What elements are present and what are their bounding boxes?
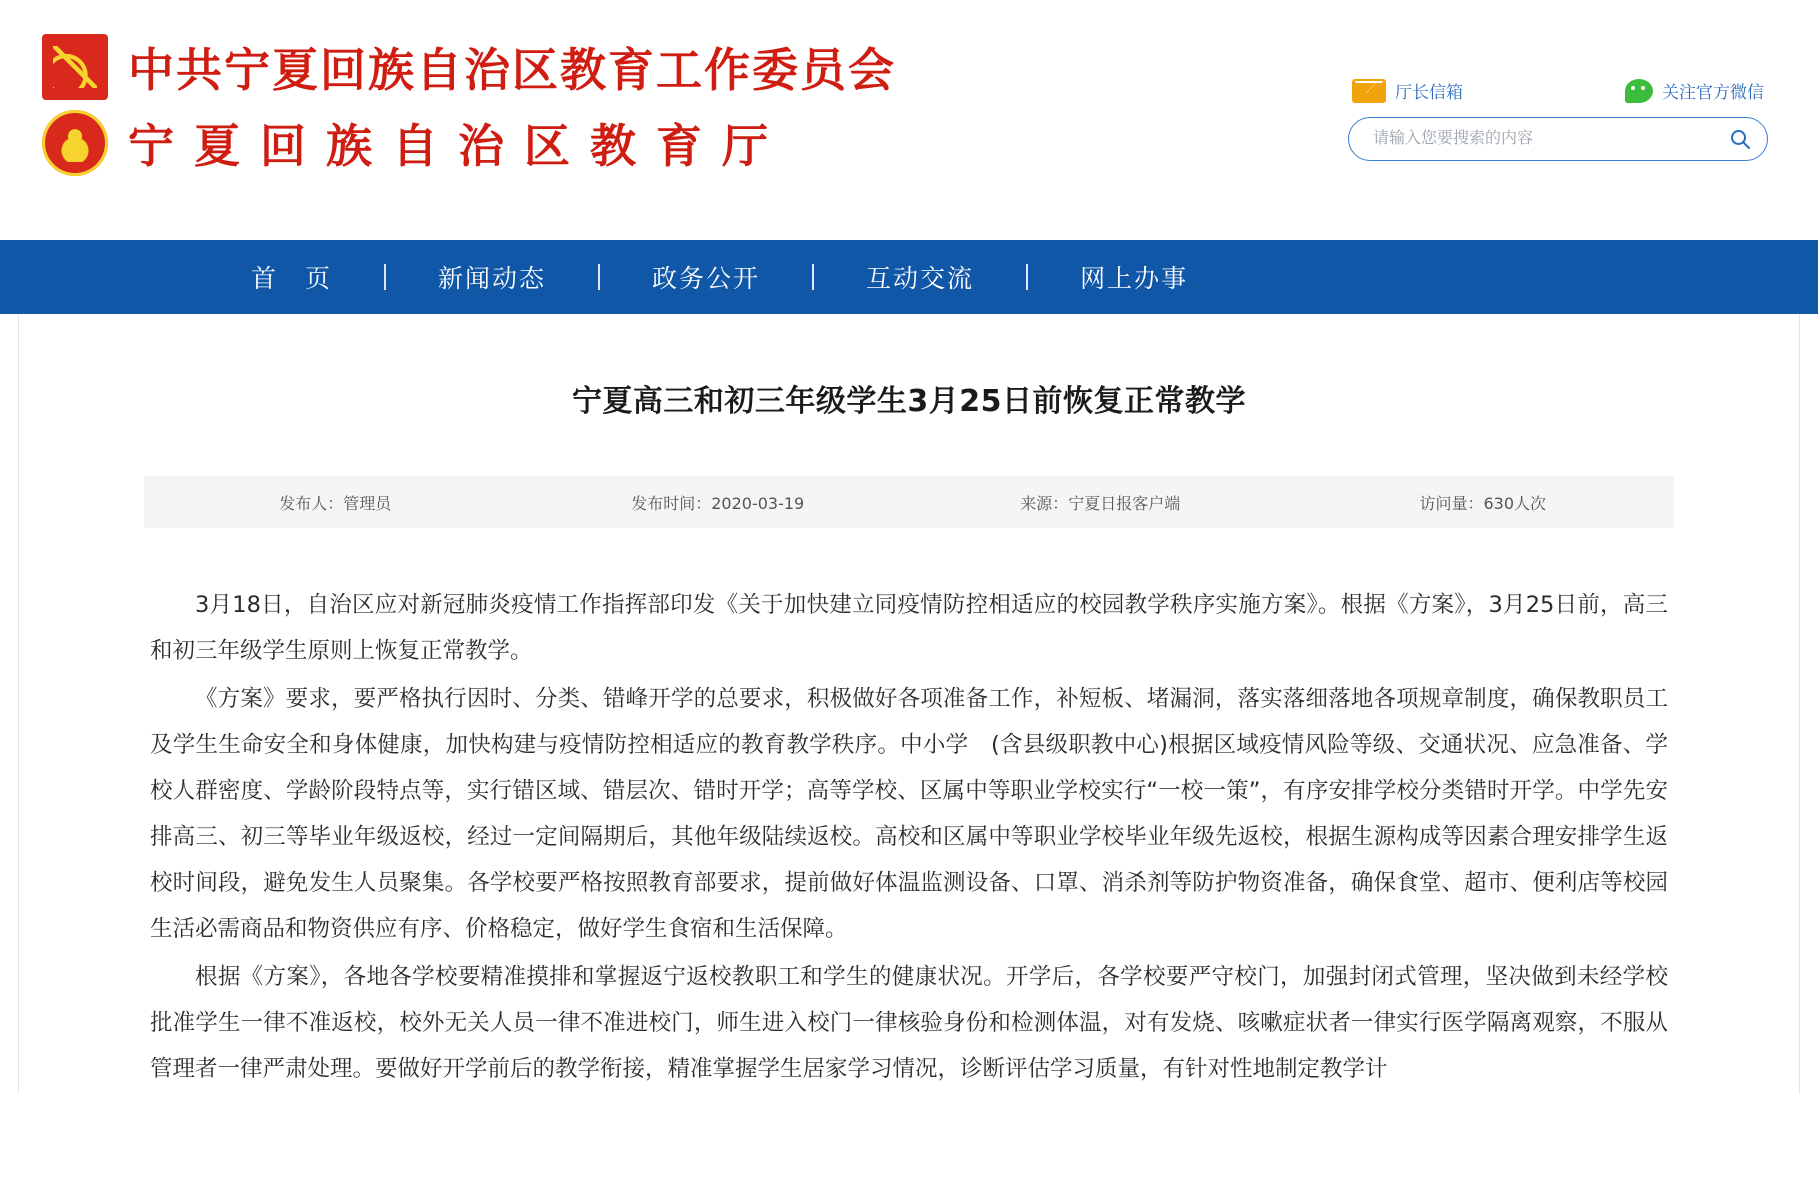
site-header bbox=[0, 0, 1818, 240]
left-rule bbox=[18, 314, 19, 1094]
main-nav-inner bbox=[109, 259, 1709, 295]
site-logo[interactable] bbox=[42, 34, 896, 176]
nav-divider bbox=[1026, 264, 1028, 290]
nav-item-home[interactable]: 首 页 bbox=[251, 264, 333, 293]
nav-item-news[interactable]: 新闻动态 bbox=[438, 264, 547, 293]
meta-publisher: 发布人：管理员 bbox=[279, 493, 392, 513]
meta-views: 访问量：630人次 bbox=[1419, 493, 1547, 513]
official-wechat-link[interactable] bbox=[1625, 78, 1764, 103]
article-paragraph: 根据《方案》，各地各学校要精准摸排和掌握返宁返校教职工和学生的健康状况。开学后，各学校要严守校门，加强封闭式管理，坚决做到未经学校批准学生一律不准返校，校外无关人员一律不准进校门，师生进入校门一律核验身份和检测体温，对有发烧、咳嗽症状者一律实行医学隔离观察，不服从管理者一律严肃处理。要做好开学前后的教学衔接，精准掌握学生居家学习情况，诊断评估学习质量，有针对性地制定教学计 bbox=[150, 964, 1668, 1082]
party-emblem-icon bbox=[42, 34, 108, 100]
search-button[interactable] bbox=[1721, 120, 1759, 158]
header-quick-links bbox=[1348, 78, 1768, 103]
official-wechat-label: 关注官方微信 bbox=[1662, 83, 1764, 102]
article-paragraph: 3月18日，自治区应对新冠肺炎疫情工作指挥部印发《关于加快建立同疫情防控相适应的校园教学秩序实施方案》。根据《方案》，3月25日前，高三和初三年级学生原则上恢复正常教学。 bbox=[150, 592, 1668, 664]
article-paragraph: 《方案》要求，要严格执行因时、分类、错峰开学的总要求，积极做好各项准备工作，补短板、堵漏洞，落实落细落地各项规章制度，确保教职员工及学生生命安全和身体健康，加快构建与疫情防控相适应的教育教学秩序。中小学 (含县级职教中心)根据区域疫情风险等级、交通状况、应急准备、学校人群密度、学龄阶段特点等，实行错区域、错层次、错时开学；高等学校、区属中等职业学校实行“一校一策”，有序安排学校分类错时开学。中学先安排高三、初三等毕业年级返校，经过一定间隔期后，其他年级陆续返校。高校和区属中等职业学校毕业年级先返校，根据生源构成等因素合理安排学生返校时间段，避免发生人员聚集。各学校要严格按照教育部要求，提前做好体温监测设备、口罩、消杀剂等防护物资准备，确保食堂、超市、便利店等校园生活必需商品和物资供应有序、价格稳定，做好学生食宿和生活保障。 bbox=[150, 686, 1668, 942]
nav-item-online-services[interactable]: 网上办事 bbox=[1080, 264, 1189, 293]
page-container bbox=[0, 314, 1818, 1094]
nav-divider bbox=[812, 264, 814, 290]
org-name-line1: 中共宁夏回族自治区教育工作委员会 bbox=[128, 43, 896, 97]
header-utilities bbox=[1348, 78, 1768, 161]
mail-icon bbox=[1352, 79, 1386, 103]
wechat-icon bbox=[1625, 79, 1653, 103]
meta-publish-time: 发布时间：2020-03-19 bbox=[631, 493, 805, 513]
nav-item-government-affairs[interactable]: 政务公开 bbox=[652, 264, 761, 293]
director-mailbox-label: 厅长信箱 bbox=[1395, 83, 1463, 102]
search-box[interactable] bbox=[1348, 117, 1768, 161]
nav-item-interaction[interactable]: 互动交流 bbox=[866, 264, 975, 293]
logo-row-national bbox=[42, 110, 896, 176]
right-rule bbox=[1799, 314, 1800, 1094]
nav-divider bbox=[384, 264, 386, 290]
page-title: 宁夏高三和初三年级学生3月25日前恢复正常教学 bbox=[571, 384, 1247, 419]
org-name-line2: 宁夏回族自治区教育厅 bbox=[128, 119, 788, 173]
meta-source: 来源：宁夏日报客户端 bbox=[1020, 493, 1181, 513]
main-nav bbox=[0, 240, 1818, 314]
director-mailbox-link[interactable] bbox=[1352, 78, 1463, 103]
article-body bbox=[144, 582, 1674, 1092]
nav-divider bbox=[598, 264, 600, 290]
article-container bbox=[144, 314, 1674, 1094]
search-icon bbox=[1728, 127, 1752, 151]
logo-row-party bbox=[42, 34, 896, 100]
article-meta-bar bbox=[144, 476, 1674, 528]
national-emblem-icon bbox=[42, 110, 108, 176]
search-input[interactable] bbox=[1371, 129, 1721, 149]
